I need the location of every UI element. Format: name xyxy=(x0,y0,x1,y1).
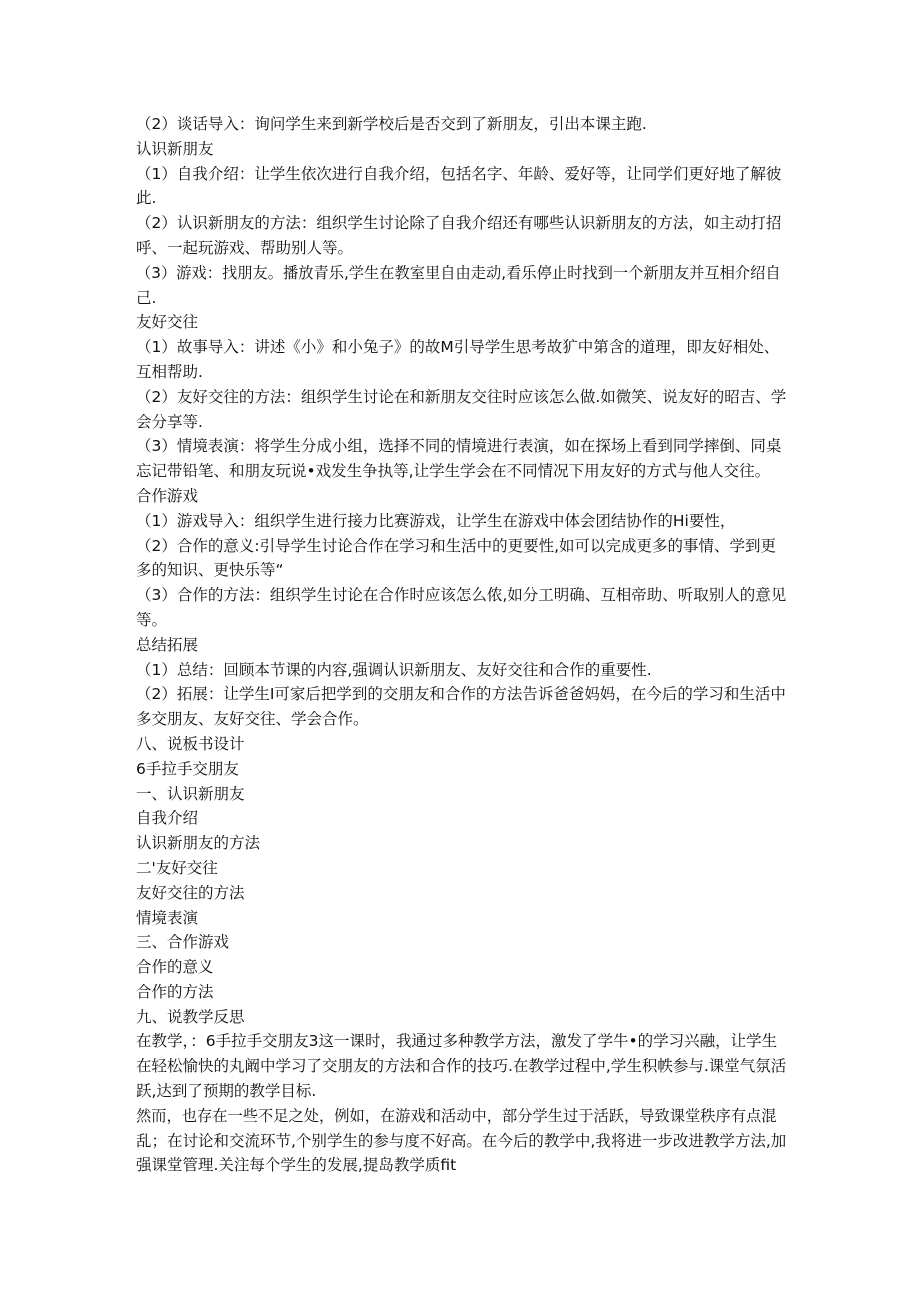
section-heading: 认识新朋友 xyxy=(136,139,214,158)
board-line: 情境表演 xyxy=(136,908,199,927)
board-line: 二'友好交往 xyxy=(136,858,218,877)
section-heading: 友好交往 xyxy=(136,313,199,332)
board-line: 合作的方法 xyxy=(136,982,214,1001)
text-line: （3）情境表演：将学生分成小组，选择不同的情境进行表演，如在探场上看到同学摔倒、同桌 xyxy=(136,437,782,456)
text-line: 然而，也存在一些不足之处，例如，在游戏和活动中，部分学生过于活跃，导致课堂秩序有点混 xyxy=(136,1106,777,1125)
text-line: （2）认识新朋友的方法：组织学生讨论除了自我介绍还有哪些认识新朋友的方法，如主动打招 xyxy=(136,214,782,233)
board-line: 三、合作游戏 xyxy=(136,933,230,952)
text-line: 此. xyxy=(136,189,157,208)
text-line: 多的知识、更快乐等“ xyxy=(136,561,284,580)
section-heading: 合作游戏 xyxy=(136,486,199,505)
text-line: （2）拓展：让学生I可家后把学到的交朋友和合作的方法告诉爸爸妈妈，在今后的学习和生活中 xyxy=(136,685,786,704)
text-line: （2）谈话导入：询问学生来到新学校后是否交到了新朋友，引出本课主跑. xyxy=(136,115,647,133)
text-line: 己. xyxy=(136,288,157,307)
text-line: 乱；在讨论和交流环节,个别学生的参与度不好高。在今后的教学中,我将进一步改进教学方法,加 xyxy=(136,1131,787,1150)
board-line: 自我介绍 xyxy=(136,809,199,828)
text-line: （1）自我介绍：让学生依次进行自我介绍，包括名字、年龄、爱好等，让同学们更好地了解彼 xyxy=(136,164,782,183)
text-line: 呼、一起玩游戏、帮助别人等。 xyxy=(136,238,354,257)
text-line: 忘记带铅笔、和朋友玩说•戏发生争执等,让学生学会在不同情况下用友好的方式与他人交往。 xyxy=(136,462,771,481)
text-line: 强课堂管理.关注每个学生的发展,提岛教学质fit xyxy=(136,1156,457,1175)
text-line: （3）合作的方法：组织学生讨论在合作时应该怎么侬,如分工明确、互相帝助、听取别人的意见 xyxy=(136,586,787,605)
section-heading: 八、说板书设计 xyxy=(136,734,245,753)
text-line: 在轻松愉快的丸阚中学习了交朋友的方法和合作的技巧.在教学过程中,学生积帙参与.课堂气氛活 xyxy=(136,1057,787,1076)
board-line: 一、认识新朋友 xyxy=(136,784,245,803)
board-title: 6手拉手交朋友 xyxy=(136,759,239,778)
text-line: （1）总结：回顾本节课的内容,强调认识新朋友、友好交往和合作的重要性. xyxy=(136,660,652,679)
board-line: 认识新朋友的方法 xyxy=(136,834,261,853)
text-line: （1）故事导入：讲述《小》和小兔子》的故M引导学生思考故犷中第含的道理，即友好相处、 xyxy=(136,338,780,357)
text-line: 多交朋友、友好交往、学会合作。 xyxy=(136,710,369,729)
text-line: 互相帮助. xyxy=(136,362,203,381)
document-page xyxy=(136,112,786,1178)
board-line: 友好交往的方法 xyxy=(136,883,245,902)
text-line: 等。 xyxy=(136,610,168,629)
section-heading: 九、说教学反思 xyxy=(136,1007,245,1026)
text-line: 在教学，：6手拉手交朋友3这一课时，我通过多种教学方法，激发了学牛•的学习兴融，让学生 xyxy=(136,1032,778,1051)
text-line: （2）合作的意义:引导学生讨论合作在学习和生活中的更要性,如可以完成更多的事情、学到更 xyxy=(136,536,777,555)
text-line: 会分享等. xyxy=(136,412,203,431)
text-line: （1）游戏导入：组织学生进行接力比赛游戏，让学生在游戏中体会团结协作的Hi要性， xyxy=(136,511,736,530)
text-line: （2）友好交往的方法：组织学生讨论在和新朋友交往时应该怎么做.如微笑、说友好的昭吉、学 xyxy=(136,387,787,406)
text-line: 跃,达到了预期的教学目标. xyxy=(136,1082,317,1101)
board-line: 合作的意义 xyxy=(136,958,214,977)
section-heading: 总结拓展 xyxy=(136,635,199,654)
text-line: （3）游戏：找朋友。播放青乐,学生在教室里自由走动,看乐停止时找到一个新朋友并互相介绍自 xyxy=(136,263,781,282)
